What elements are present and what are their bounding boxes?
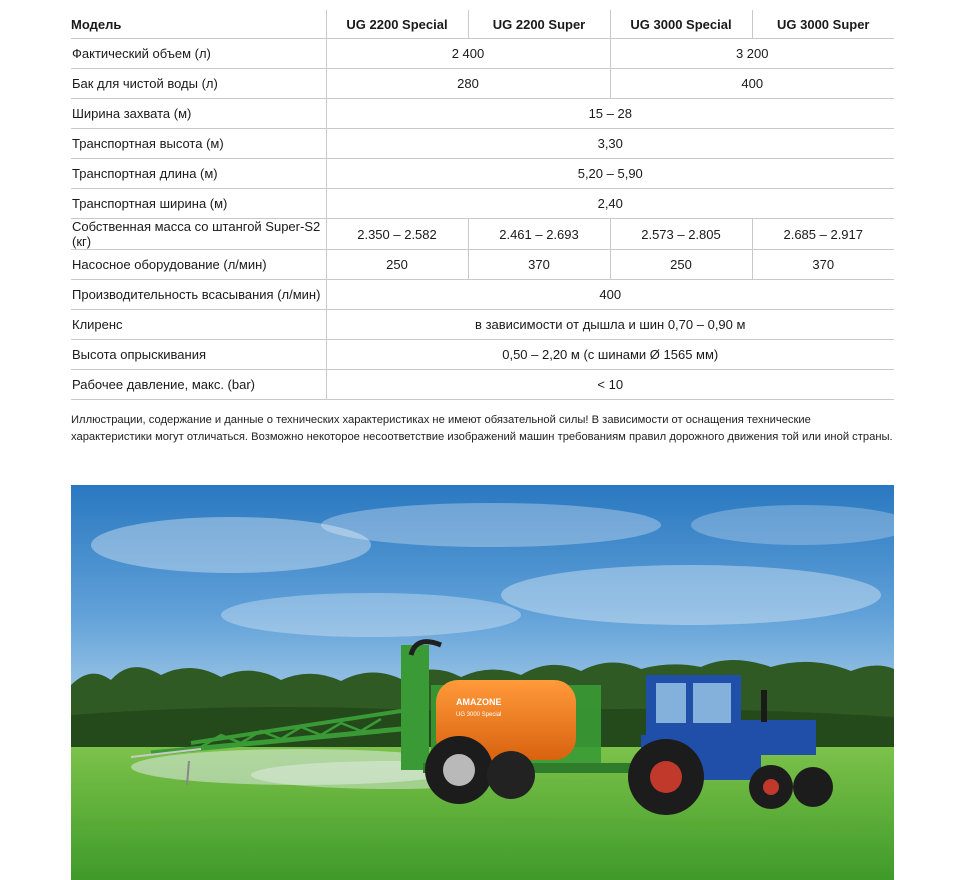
table-row (71, 99, 894, 129)
row-label: Транспортная высота (м) (71, 129, 326, 159)
row-label: Ширина захвата (м) (71, 99, 326, 129)
row-value: 2,40 (326, 189, 894, 219)
table-row (71, 340, 894, 370)
header-model-ug3000-super: UG 3000 Super (752, 10, 894, 39)
row-label: Бак для чистой воды (л) (71, 69, 326, 99)
row-value: 370 (468, 250, 610, 280)
header-model-ug3000-special: UG 3000 Special (610, 10, 752, 39)
row-value: < 10 (326, 370, 894, 400)
row-label: Фактический объем (л) (71, 39, 326, 69)
table-row (71, 219, 894, 250)
row-value: 400 (326, 280, 894, 310)
row-label: Высота опрыскивания (71, 340, 326, 370)
row-label: Рабочее давление, макс. (bar) (71, 370, 326, 400)
specs-table (71, 10, 894, 400)
row-value: 250 (610, 250, 752, 280)
row-value: 3,30 (326, 129, 894, 159)
row-value: 5,20 – 5,90 (326, 159, 894, 189)
row-value: 15 – 28 (326, 99, 894, 129)
row-value: 370 (752, 250, 894, 280)
tank-brand: AMAZONE (456, 697, 502, 707)
row-value: 0,50 – 2,20 м (с шинами Ø 1565 мм) (326, 340, 894, 370)
row-label: Производительность всасывания (л/мин) (71, 280, 326, 310)
row-value: 2 400 (326, 39, 610, 69)
table-row (71, 370, 894, 400)
table-header-row (71, 10, 894, 39)
row-value: 3 200 (610, 39, 894, 69)
row-value: 280 (326, 69, 610, 99)
row-value: в зависимости от дышла и шин 0,70 – 0,90 м (326, 310, 894, 340)
table-row (71, 280, 894, 310)
row-value: 2.685 – 2.917 (752, 219, 894, 250)
table-row (71, 129, 894, 159)
row-label: Клиренс (71, 310, 326, 340)
tank-model: UG 3000 Special (456, 712, 502, 718)
table-row (71, 310, 894, 340)
row-label: Насосное оборудование (л/мин) (71, 250, 326, 280)
row-label: Собственная масса со штангой Super-S2 (кг) (71, 219, 326, 250)
row-label: Транспортная ширина (м) (71, 189, 326, 219)
header-model-ug2200-super: UG 2200 Super (468, 10, 610, 39)
row-value: 2.461 – 2.693 (468, 219, 610, 250)
header-model-label: Модель (71, 10, 326, 39)
row-value: 2.350 – 2.582 (326, 219, 468, 250)
row-value: 2.573 – 2.805 (610, 219, 752, 250)
table-row (71, 159, 894, 189)
row-value: 250 (326, 250, 468, 280)
row-label: Транспортная длина (м) (71, 159, 326, 189)
table-row (71, 69, 894, 99)
disclaimer-text: Иллюстрации, содержание и данные о технических характеристиках не имеют обязательной силы! В зависимости от оснащения технические характеристики могут отличаться. Возможно некоторое несоответствие изображений машин требованиям правил дорожного движения той или иной страны. (71, 414, 893, 443)
row-value: 400 (610, 69, 894, 99)
table-row (71, 189, 894, 219)
sprayer-photo (71, 485, 894, 880)
table-row (71, 39, 894, 69)
table-row (71, 250, 894, 280)
header-model-ug2200-special: UG 2200 Special (326, 10, 468, 39)
